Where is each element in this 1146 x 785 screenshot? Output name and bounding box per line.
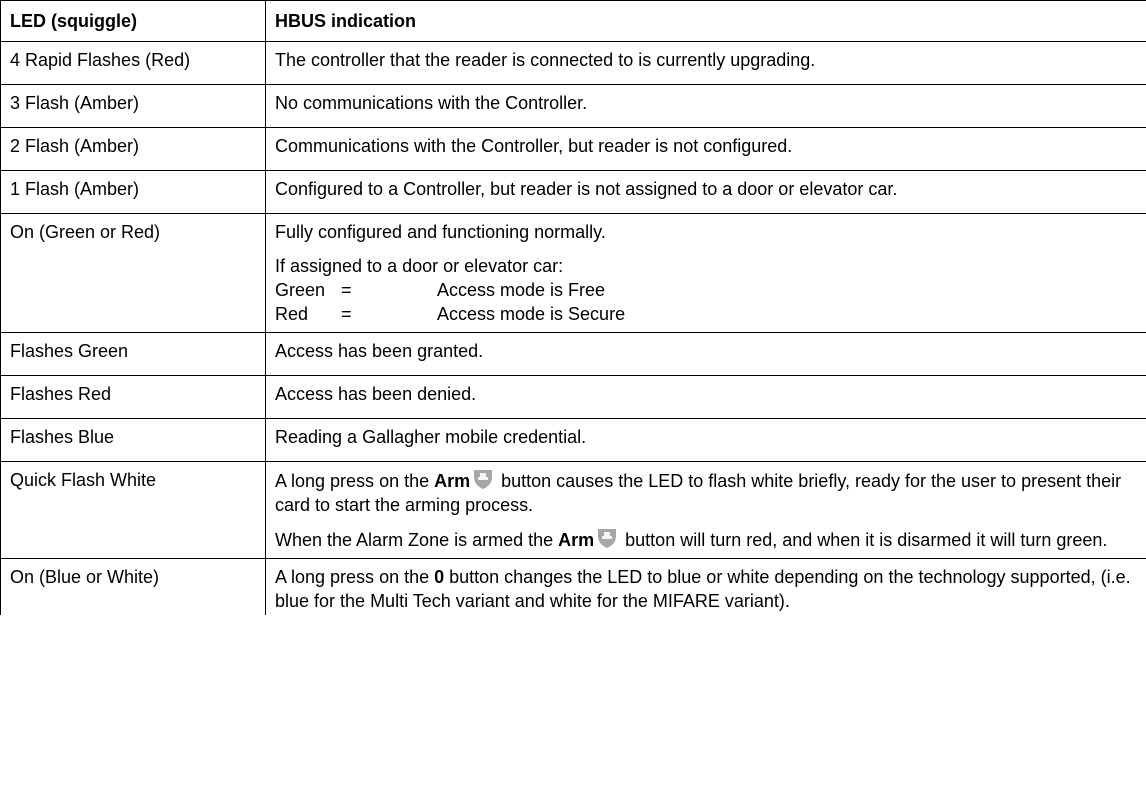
arm-label: Arm — [558, 530, 595, 550]
indication-cell: Reading a Gallagher mobile credential. — [266, 419, 1146, 462]
arm-label: Arm — [434, 471, 471, 491]
table-row — [1, 333, 1146, 376]
text-run: A long press on the — [275, 471, 435, 491]
column-header-led: LED (squiggle) — [1, 1, 266, 42]
indication-cell — [266, 214, 1146, 333]
text-run: button causes the LED to flash white briefly, ready for the user to present their card to start the arming process. — [275, 471, 1122, 515]
led-cell: 4 Rapid Flashes (Red) — [1, 42, 266, 85]
text-run: When the Alarm Zone is armed the — [275, 530, 559, 550]
led-cell: 2 Flash (Amber) — [1, 128, 266, 171]
indication-cell: The controller that the reader is connected to is currently upgrading. — [266, 42, 1146, 85]
led-cell: On (Green or Red) — [1, 214, 266, 333]
table-row — [1, 171, 1146, 214]
shield-icon — [473, 468, 493, 490]
mode-text: Access mode is Free — [437, 280, 606, 300]
led-cell: Quick Flash White — [1, 462, 266, 559]
zero-key-label: 0 — [434, 567, 445, 587]
text-run: button changes the LED to blue or white depending on the technology supported, (i.e. blue for the Multi Tech variant and white for the MIFARE variant). — [275, 567, 1131, 611]
table-row — [1, 376, 1146, 419]
mode-note: If assigned to a door or elevator car: — [275, 256, 564, 276]
indication-cell — [266, 559, 1146, 616]
table-row — [1, 214, 1146, 333]
indication-text — [275, 468, 1137, 517]
led-cell: 3 Flash (Amber) — [1, 85, 266, 128]
indication-cell: Access has been denied. — [266, 376, 1146, 419]
mode-equals: = — [341, 280, 352, 300]
indication-text: Fully configured and functioning normally. — [275, 222, 606, 242]
led-cell: Flashes Green — [1, 333, 266, 376]
mode-equals: = — [341, 304, 352, 324]
text-run: A long press on the — [275, 567, 435, 587]
indication-cell: Configured to a Controller, but reader is not assigned to a door or elevator car. — [266, 171, 1146, 214]
table-row — [1, 462, 1146, 559]
table-row — [1, 419, 1146, 462]
led-cell: Flashes Blue — [1, 419, 266, 462]
led-cell: 1 Flash (Amber) — [1, 171, 266, 214]
mode-line-red — [275, 302, 1137, 326]
led-cell: Flashes Red — [1, 376, 266, 419]
indication-text — [275, 565, 1137, 613]
indication-cell — [266, 462, 1146, 559]
table-row — [1, 559, 1146, 616]
mode-block — [275, 254, 1137, 326]
table-header-row — [1, 1, 1146, 42]
table-row — [1, 42, 1146, 85]
table-row — [1, 128, 1146, 171]
column-header-hbus: HBUS indication — [266, 1, 1146, 42]
indication-cell: Communications with the Controller, but reader is not configured. — [266, 128, 1146, 171]
led-cell: On (Blue or White) — [1, 559, 266, 616]
shield-icon — [597, 527, 617, 549]
text-run: button will turn red, and when it is disarmed it will turn green. — [620, 530, 1108, 550]
mode-color: Red — [275, 304, 309, 324]
indication-cell: Access has been granted. — [266, 333, 1146, 376]
indication-text — [275, 527, 1137, 552]
indication-cell: No communications with the Controller. — [266, 85, 1146, 128]
mode-text: Access mode is Secure — [437, 304, 626, 324]
mode-color: Green — [275, 280, 326, 300]
table-row — [1, 85, 1146, 128]
mode-line-green — [275, 278, 1137, 302]
